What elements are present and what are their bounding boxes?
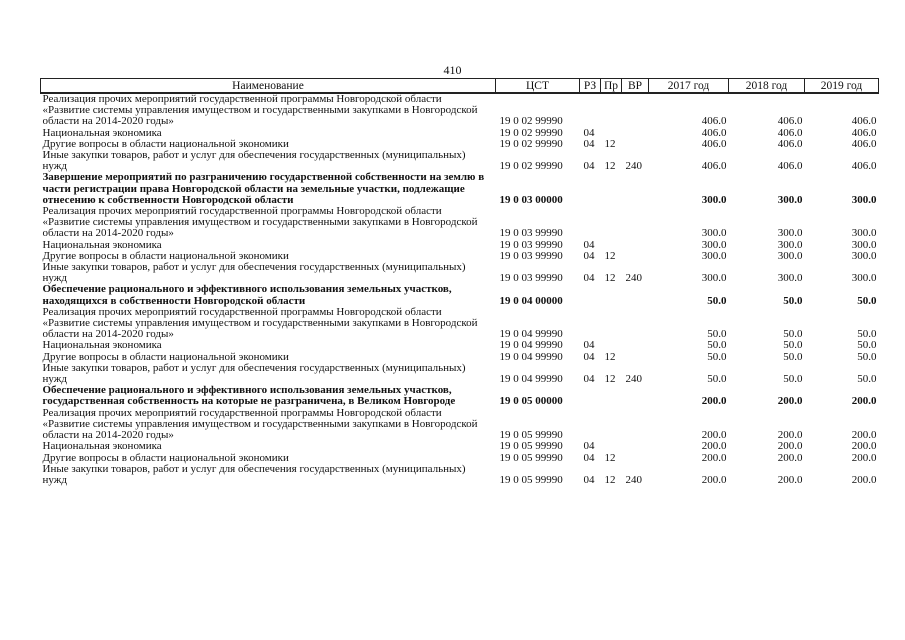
row-pr: 12 xyxy=(604,350,616,363)
row-vr xyxy=(622,206,649,240)
row-cst: 19 0 02 99990 xyxy=(499,126,563,139)
row-vr xyxy=(622,93,649,128)
row-pr xyxy=(601,93,622,128)
page-number: 410 xyxy=(443,63,462,77)
row-value-2019: 300.0 xyxy=(851,193,877,206)
row-value-2017: 200.0 xyxy=(701,473,727,486)
row-vr xyxy=(622,284,649,306)
row-rz: 04 xyxy=(583,160,595,173)
row-name: Иные закупки товаров, работ и услуг для обеспечения государственных (муниципальных) нужд xyxy=(42,462,466,486)
row-cst: 19 0 05 00000 xyxy=(499,395,563,408)
row-value-2018: 50.0 xyxy=(783,339,803,352)
header-cst: ЦСТ xyxy=(496,79,580,94)
table-row xyxy=(41,307,879,341)
row-value-2019: 300.0 xyxy=(851,249,877,262)
row-rz: 04 xyxy=(583,339,595,352)
row-pr xyxy=(601,307,622,341)
row-name: Реализация прочих мероприятий государственной программы Новгородской области «Развитие системы управления имуществом и государственными закупками в Новгородской области на 2014-2020 годы» xyxy=(42,305,478,341)
row-value-2017: 50.0 xyxy=(707,328,727,341)
row-cst: 19 0 05 99990 xyxy=(499,451,563,464)
row-value-2019: 200.0 xyxy=(851,440,877,453)
row-value-2018: 406.0 xyxy=(777,115,803,128)
row-vr xyxy=(622,139,649,150)
row-cst: 19 0 03 99990 xyxy=(499,272,563,285)
row-rz: 04 xyxy=(583,272,595,285)
row-cst: 19 0 02 99990 xyxy=(499,115,563,128)
row-cst: 19 0 04 00000 xyxy=(499,294,563,307)
table-row xyxy=(41,206,879,240)
row-value-2018: 200.0 xyxy=(777,429,803,442)
header-vr: ВР xyxy=(622,79,649,94)
row-pr: 12 xyxy=(604,160,616,173)
row-value-2019: 200.0 xyxy=(851,473,877,486)
row-value-2018: 200.0 xyxy=(777,473,803,486)
row-pr xyxy=(601,206,622,240)
row-value-2017: 200.0 xyxy=(701,395,727,408)
row-pr xyxy=(601,284,622,306)
header-2018: 2018 год xyxy=(729,79,805,94)
row-value-2017: 200.0 xyxy=(701,440,727,453)
row-value-2017: 300.0 xyxy=(701,249,727,262)
table-row xyxy=(41,172,879,206)
row-rz: 04 xyxy=(583,440,595,453)
table-row xyxy=(41,363,879,385)
row-rz: 04 xyxy=(583,451,595,464)
table-row xyxy=(41,262,879,284)
row-vr xyxy=(622,340,649,351)
row-value-2017: 200.0 xyxy=(701,451,727,464)
row-value-2019: 406.0 xyxy=(851,137,877,150)
row-cst: 19 0 03 99990 xyxy=(499,249,563,262)
row-name: Другие вопросы в области национальной экономики xyxy=(42,350,289,363)
row-pr xyxy=(601,441,622,452)
row-name: Иные закупки товаров, работ и услуг для обеспечения государственных (муниципальных) нужд xyxy=(42,261,466,285)
row-vr xyxy=(622,352,649,363)
row-value-2019: 300.0 xyxy=(851,238,877,251)
header-2017: 2017 год xyxy=(649,79,729,94)
row-vr xyxy=(622,408,649,442)
row-pr: 12 xyxy=(604,451,616,464)
row-pr: 12 xyxy=(604,272,616,285)
row-value-2019: 200.0 xyxy=(851,429,877,442)
row-cst: 19 0 04 99990 xyxy=(499,373,563,386)
row-value-2017: 300.0 xyxy=(701,272,727,285)
row-vr xyxy=(622,128,649,139)
table-row xyxy=(41,93,879,128)
row-value-2019: 50.0 xyxy=(857,339,877,352)
row-cst: 19 0 03 99990 xyxy=(499,227,563,240)
row-value-2018: 50.0 xyxy=(783,350,803,363)
row-name: Другие вопросы в области национальной экономики xyxy=(42,137,289,150)
row-value-2018: 50.0 xyxy=(783,328,803,341)
row-name: Завершение мероприятий по разграничению государственной собственности на землю в части регистрации права Новгородской области на земельные участки, подлежащие отнесению к собственности Новгородской области xyxy=(42,171,485,206)
row-value-2017: 50.0 xyxy=(707,339,727,352)
row-value-2019: 406.0 xyxy=(851,160,877,173)
row-name: Национальная экономика xyxy=(42,440,162,453)
row-vr: 240 xyxy=(625,473,642,486)
table-row xyxy=(41,150,879,172)
row-cst: 19 0 04 99990 xyxy=(499,350,563,363)
row-value-2018: 300.0 xyxy=(777,249,803,262)
row-vr xyxy=(622,385,649,407)
table-row xyxy=(41,441,879,452)
row-vr: 240 xyxy=(625,272,642,285)
row-rz xyxy=(580,93,601,128)
row-rz xyxy=(580,408,601,442)
row-value-2018: 406.0 xyxy=(777,126,803,139)
row-value-2018: 406.0 xyxy=(777,137,803,150)
row-name: Иные закупки товаров, работ и услуг для обеспечения государственных (муниципальных) нужд xyxy=(42,149,466,173)
row-cst: 19 0 05 99990 xyxy=(499,429,563,442)
table-row xyxy=(41,340,879,351)
row-vr xyxy=(622,441,649,452)
row-cst: 19 0 02 99990 xyxy=(499,137,563,150)
row-name: Иные закупки товаров, работ и услуг для обеспечения государственных (муниципальных) нужд xyxy=(42,361,466,386)
row-cst: 19 0 04 99990 xyxy=(499,339,563,352)
row-value-2017: 406.0 xyxy=(701,160,727,173)
row-rz xyxy=(580,206,601,240)
row-value-2018: 50.0 xyxy=(783,373,803,386)
row-pr xyxy=(601,340,622,351)
row-vr xyxy=(622,240,649,251)
row-value-2019: 300.0 xyxy=(851,227,877,240)
row-value-2018: 300.0 xyxy=(777,238,803,251)
table-row xyxy=(41,385,879,407)
row-value-2019: 50.0 xyxy=(857,294,877,307)
row-name: Национальная экономика xyxy=(42,238,162,251)
row-pr xyxy=(601,385,622,407)
row-cst: 19 0 05 99990 xyxy=(499,440,563,453)
row-name: Другие вопросы в области национальной экономики xyxy=(42,451,289,464)
row-name: Реализация прочих мероприятий государственной программы Новгородской области «Развитие системы управления имуществом и государственными закупками в Новгородской области на 2014-2020 годы» xyxy=(42,406,478,442)
row-value-2017: 50.0 xyxy=(707,373,727,386)
row-value-2018: 300.0 xyxy=(777,272,803,285)
header-row xyxy=(41,79,879,94)
row-rz: 04 xyxy=(583,238,595,251)
row-value-2019: 50.0 xyxy=(857,350,877,363)
row-value-2019: 50.0 xyxy=(857,373,877,386)
row-value-2019: 200.0 xyxy=(851,395,877,408)
row-rz xyxy=(580,385,601,407)
row-name: Реализация прочих мероприятий государственной программы Новгородской области «Развитие системы управления имуществом и государственными закупками в Новгородской области на 2014-2020 годы» xyxy=(42,205,478,240)
row-vr: 240 xyxy=(625,373,642,386)
table-row xyxy=(41,464,879,486)
header-2019: 2019 год xyxy=(805,79,879,94)
row-rz: 04 xyxy=(583,473,595,486)
row-pr: 12 xyxy=(604,473,616,486)
budget-table xyxy=(40,78,879,486)
row-name: Обеспечение рационального и эффективного использования земельных участков, находящихся в собственности Новгородской области xyxy=(42,283,452,307)
row-value-2017: 50.0 xyxy=(707,294,727,307)
row-name: Реализация прочих мероприятий государственной программы Новгородской области «Развитие системы управления имуществом и государственными закупками в Новгородской области на 2014-2020 годы» xyxy=(42,93,478,128)
table-row xyxy=(41,408,879,442)
row-value-2019: 300.0 xyxy=(851,272,877,285)
row-value-2017: 200.0 xyxy=(701,429,727,442)
row-name: Обеспечение рационального и эффективного использования земельных участков, государственная собственность на которые не разграничена, в Великом Новгороде xyxy=(42,384,456,408)
row-value-2017: 406.0 xyxy=(701,126,727,139)
row-pr: 12 xyxy=(604,249,616,262)
row-rz xyxy=(580,307,601,341)
row-value-2019: 200.0 xyxy=(851,451,877,464)
row-value-2018: 300.0 xyxy=(777,193,803,206)
table-row xyxy=(41,284,879,306)
header-name: Наименование xyxy=(41,79,496,94)
row-name: Национальная экономика xyxy=(42,339,162,352)
row-vr xyxy=(622,251,649,262)
row-name: Национальная экономика xyxy=(42,126,162,139)
row-value-2019: 50.0 xyxy=(857,328,877,341)
header-pr: Пр xyxy=(601,79,622,94)
row-value-2018: 200.0 xyxy=(777,451,803,464)
row-rz xyxy=(580,284,601,306)
row-cst: 19 0 03 00000 xyxy=(499,193,563,206)
row-value-2017: 406.0 xyxy=(701,115,727,128)
row-pr xyxy=(601,172,622,206)
row-pr: 12 xyxy=(604,137,616,150)
row-value-2018: 200.0 xyxy=(777,395,803,408)
row-rz: 04 xyxy=(583,249,595,262)
row-vr xyxy=(622,453,649,464)
row-value-2017: 300.0 xyxy=(701,227,727,240)
row-value-2017: 50.0 xyxy=(707,350,727,363)
row-rz: 04 xyxy=(583,126,595,139)
header-rz: РЗ xyxy=(580,79,601,94)
row-cst: 19 0 04 99990 xyxy=(499,328,563,341)
row-value-2019: 406.0 xyxy=(851,115,877,128)
row-rz xyxy=(580,172,601,206)
row-rz: 04 xyxy=(583,350,595,363)
row-value-2017: 300.0 xyxy=(701,193,727,206)
row-name: Другие вопросы в области национальной экономики xyxy=(42,249,289,262)
row-value-2018: 406.0 xyxy=(777,160,803,173)
row-value-2017: 300.0 xyxy=(701,238,727,251)
row-value-2018: 300.0 xyxy=(777,227,803,240)
row-cst: 19 0 03 99990 xyxy=(499,238,563,251)
row-cst: 19 0 05 99990 xyxy=(499,473,563,486)
row-vr xyxy=(622,172,649,206)
row-pr: 12 xyxy=(604,373,616,386)
row-value-2017: 406.0 xyxy=(701,137,727,150)
row-value-2019: 406.0 xyxy=(851,126,877,139)
row-pr xyxy=(601,408,622,442)
row-value-2018: 200.0 xyxy=(777,440,803,453)
row-rz: 04 xyxy=(583,137,595,150)
row-rz: 04 xyxy=(583,373,595,386)
row-vr xyxy=(622,307,649,341)
row-vr: 240 xyxy=(625,160,642,173)
row-cst: 19 0 02 99990 xyxy=(499,160,563,173)
row-value-2018: 50.0 xyxy=(783,294,803,307)
